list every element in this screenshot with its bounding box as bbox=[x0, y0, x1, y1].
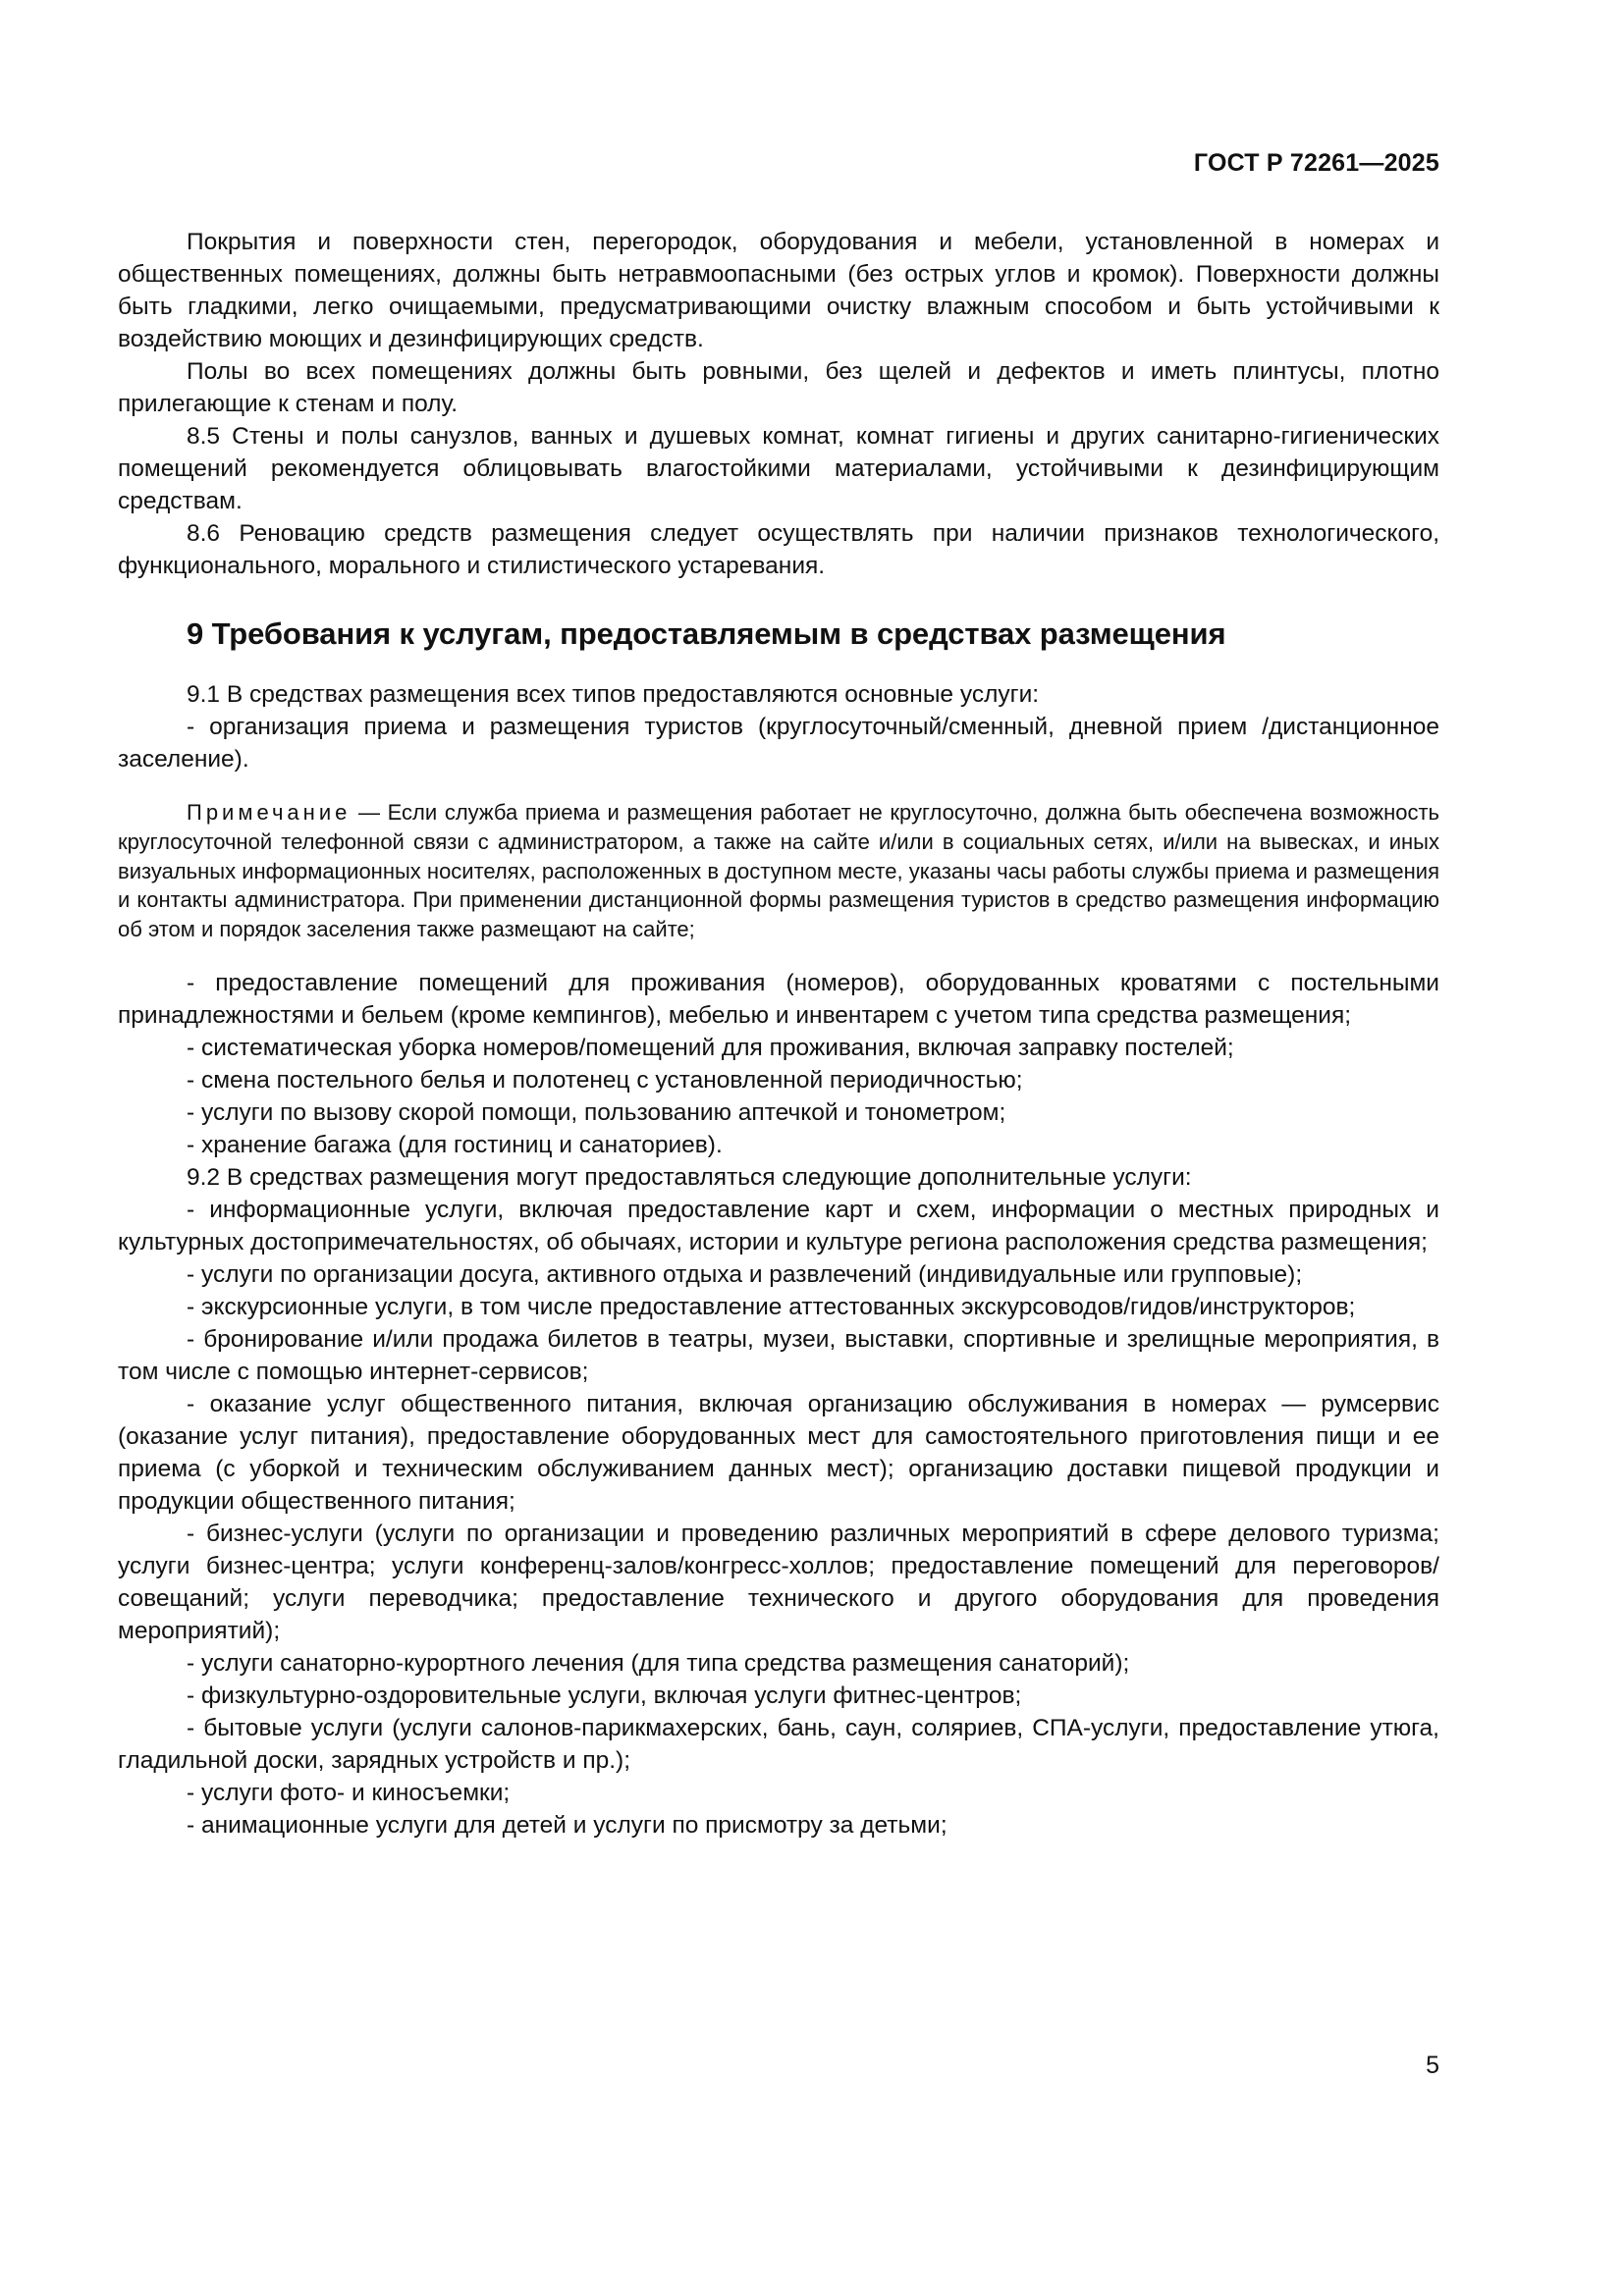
list-item: - предоставление помещений для проживания (номеров), оборудованных кроватями с постельными принадлежностями и бельем (кроме кемпингов), мебелью и инвентарем с учетом типа средства размещения; bbox=[118, 969, 1439, 1029]
paragraph: 9.2 В средствах размещения могут предоставляться следующие дополнительные услуги: bbox=[187, 1163, 1192, 1191]
note-label: Примечание bbox=[187, 800, 352, 825]
note-text: — Если служба приема и размещения работает не круглосуточно, должна быть обеспечена возможность круглосуточной телефонной связи с администратором, а также на сайте и/или в социальных сетях, и/или на вывесках, и иных визуальных информационных носителях, расположенных в доступном месте, указаны часы работы службы приема и размещения и контакты администратора. При применении дистанционной формы размещения туристов в средство размещения информацию об этом и порядок заселения также размещают на сайте; bbox=[118, 800, 1439, 942]
list-item: - физкультурно-оздоровительные услуги, включая услуги фитнес-центров; bbox=[187, 1682, 1022, 1709]
paragraph: 9.1 В средствах размещения всех типов предоставляются основные услуги: bbox=[187, 681, 1040, 708]
list-item: - услуги по организации досуга, активного отдыха и развлечений (индивидуальные или групповые); bbox=[187, 1260, 1303, 1288]
document-code: ГОСТ Р 72261—2025 bbox=[1193, 149, 1439, 177]
paragraph: 8.6 Реновацию средств размещения следует осуществлять при наличии признаков технологического, функционального, морального и стилистического устаревания. bbox=[118, 520, 1439, 579]
paragraph: Покрытия и поверхности стен, перегородок, оборудования и мебели, установленной в номерах и общественных помещениях, должны быть нетравмоопасными (без острых углов и кромок). Поверхности должны быть гладкими, легко очищаемыми, предусматривающими очистку влажным способом и быть устойчивыми к воздействию моющих и дезинфицирующих средств. bbox=[118, 229, 1439, 352]
section-heading: 9 Требования к услугам, предоставляемым в средствах размещения bbox=[187, 616, 1226, 651]
list-item: - экскурсионные услуги, в том числе предоставление аттестованных экскурсоводов/гидов/инструкторов; bbox=[187, 1293, 1356, 1320]
list-item: - организация приема и размещения туристов (круглосуточный/сменный, дневной прием /дистанционное заселение). bbox=[118, 714, 1439, 773]
list-item: - оказание услуг общественного питания, включая организацию обслуживания в номерах — румсервис (оказание услуг питания), предоставление оборудованных мест для самостоятельного приготовления пищи и ее приема (с уборкой и техническим обслуживанием данных мест); организацию доставки пищевой продукции и продукции общественного питания; bbox=[118, 1390, 1439, 1515]
note bbox=[118, 798, 1439, 944]
list-item: - бизнес-услуги (услуги по организации и проведению различных мероприятий в сфере делового туризма; услуги бизнес-центра; услуги конференц-залов/конгресс-холлов; предоставление помещений для переговоров/совещаний; услуги переводчика; предоставление технического и другого оборудования для проведения мероприятий); bbox=[118, 1520, 1439, 1644]
document-body bbox=[118, 226, 1439, 1842]
paragraph: Полы во всех помещениях должны быть ровными, без щелей и дефектов и иметь плинтусы, плотно прилегающие к стенам и полу. bbox=[118, 358, 1439, 417]
list-item: - услуги санаторно-курортного лечения (для типа средства размещения санаторий); bbox=[187, 1649, 1130, 1677]
list-item: - услуги фото- и киносъемки; bbox=[187, 1779, 511, 1806]
list-item: - систематическая уборка номеров/помещений для проживания, включая заправку постелей; bbox=[187, 1034, 1234, 1061]
list-item: - смена постельного белья и полотенец с установленной периодичностью; bbox=[187, 1066, 1023, 1094]
page-number: 5 bbox=[1426, 2052, 1439, 2079]
list-item: - бронирование и/или продажа билетов в театры, музеи, выставки, спортивные и зрелищные мероприятия, в том числе с помощью интернет-сервисов; bbox=[118, 1325, 1439, 1385]
list-item: - хранение багажа (для гостиниц и санаториев). bbox=[187, 1131, 723, 1158]
paragraph: 8.5 Стены и полы санузлов, ванных и душевых комнат, комнат гигиены и других санитарно-гигиенических помещений рекомендуется облицовывать влагостойкими материалами, устойчивыми к дезинфицирующим средствам. bbox=[118, 423, 1439, 514]
list-item: - услуги по вызову скорой помощи, пользованию аптечкой и тонометром; bbox=[187, 1098, 1006, 1126]
list-item: - информационные услуги, включая предоставление карт и схем, информации о местных природных и культурных достопримечательностях, об обычаях, истории и культуре региона расположения средства размещения; bbox=[118, 1196, 1439, 1255]
list-item: - анимационные услуги для детей и услуги по присмотру за детьми; bbox=[187, 1811, 947, 1839]
list-item: - бытовые услуги (услуги салонов-парикмахерских, бань, саун, соляриев, СПА-услуги, предоставление утюга, гладильной доски, зарядных устройств и пр.); bbox=[118, 1714, 1439, 1774]
